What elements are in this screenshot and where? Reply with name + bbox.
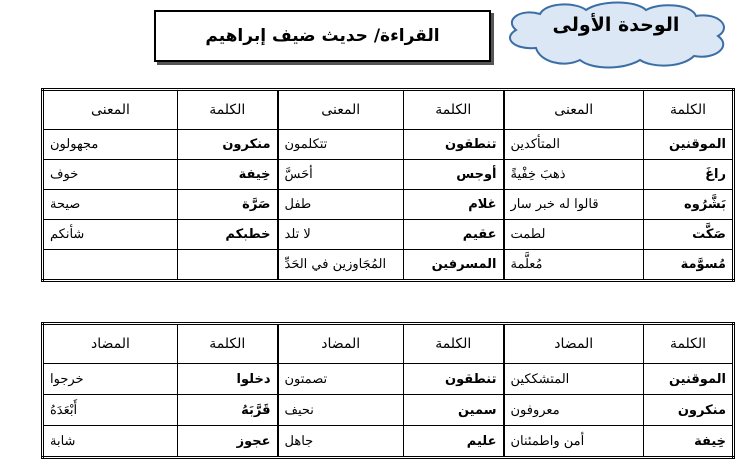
word-cell: عجوز (178, 426, 278, 458)
word-cell: سمين (404, 395, 504, 426)
header-meaning: المعنى (278, 90, 404, 130)
word-cell: بَشَّرُوه (644, 190, 734, 220)
antonym-cell: جاهل (278, 426, 404, 458)
header-word: الكلمة (644, 324, 734, 364)
antonym-cell: خرجوا (43, 364, 178, 395)
word-cell (178, 250, 278, 281)
lesson-title: القراءة/ حديث ضيف إبراهيم (205, 26, 440, 46)
meanings-header-row (43, 90, 734, 130)
antonym-cell: نحيف (278, 395, 404, 426)
word-cell: راغَ (644, 160, 734, 190)
word-cell: منكرون (644, 395, 734, 426)
meaning-cell: المُجَاوزين في الحَدِّ (278, 250, 404, 281)
word-cell: دخلوا (178, 364, 278, 395)
word-cell: تنطقون (404, 364, 504, 395)
header-word: الكلمة (644, 90, 734, 130)
lesson-title-box (154, 10, 491, 62)
meaning-cell: قالوا له خبر سار (504, 190, 644, 220)
unit-cloud (496, 0, 736, 70)
antonym-cell: تصمتون (278, 364, 404, 395)
antonym-cell: المتشككين (504, 364, 644, 395)
table-row (43, 250, 734, 281)
word-cell: الموقنين (644, 130, 734, 160)
word-cell: الموقنين (644, 364, 734, 395)
word-cell: المسرفين (404, 250, 504, 281)
header-antonym: المضاد (504, 324, 644, 364)
header-word: الكلمة (178, 324, 278, 364)
meaning-cell: مجهولون (43, 130, 178, 160)
table-row (43, 426, 734, 458)
header-word: الكلمة (178, 90, 278, 130)
meaning-cell: أحَسَّ (278, 160, 404, 190)
header-word: الكلمة (404, 90, 504, 130)
meaning-cell: لطمت (504, 220, 644, 250)
antonym-cell: أَبْعَدَهُ (43, 395, 178, 426)
meaning-cell: صيحة (43, 190, 178, 220)
word-cell: خِيفة (178, 160, 278, 190)
meaning-cell: خوف (43, 160, 178, 190)
word-cell: خطبكم (178, 220, 278, 250)
header-meaning: المعنى (43, 90, 178, 130)
word-cell: عقيم (404, 220, 504, 250)
word-cell: غلام (404, 190, 504, 220)
header-word: الكلمة (404, 324, 504, 364)
word-cell: تنطقون (404, 130, 504, 160)
meaning-cell (43, 250, 178, 281)
meaning-cell: المتأكدين (504, 130, 644, 160)
meaning-cell: مُعلَّمة (504, 250, 644, 281)
meaning-cell: لا تلد (278, 220, 404, 250)
table-row (43, 130, 734, 160)
antonym-cell: شابة (43, 426, 178, 458)
meaning-cell: ذهبَ خِفْيةً (504, 160, 644, 190)
word-cell: أوجس (404, 160, 504, 190)
word-cell: قَرَّبَهُ (178, 395, 278, 426)
meaning-cell: شأنكم (43, 220, 178, 250)
unit-label: الوحدة الأولى (552, 14, 680, 36)
header-antonym: المضاد (278, 324, 404, 364)
meanings-table (41, 88, 735, 282)
table-row (43, 364, 734, 395)
meaning-cell: تتكلمون (278, 130, 404, 160)
table-row (43, 220, 734, 250)
table-row (43, 160, 734, 190)
word-cell: عليم (404, 426, 504, 458)
table-row (43, 395, 734, 426)
antonym-cell: معروفون (504, 395, 644, 426)
word-cell: صَرَّة (178, 190, 278, 220)
word-cell: مُسوَّمة (644, 250, 734, 281)
meaning-cell: طفل (278, 190, 404, 220)
antonym-cell: أمن واطمئنان (504, 426, 644, 458)
word-cell: منكرون (178, 130, 278, 160)
antonyms-table (41, 322, 735, 459)
header-meaning: المعنى (504, 90, 644, 130)
header-antonym: المضاد (43, 324, 178, 364)
antonyms-header-row (43, 324, 734, 364)
word-cell: خِيفة (644, 426, 734, 458)
table-row (43, 190, 734, 220)
word-cell: صَكَّت (644, 220, 734, 250)
